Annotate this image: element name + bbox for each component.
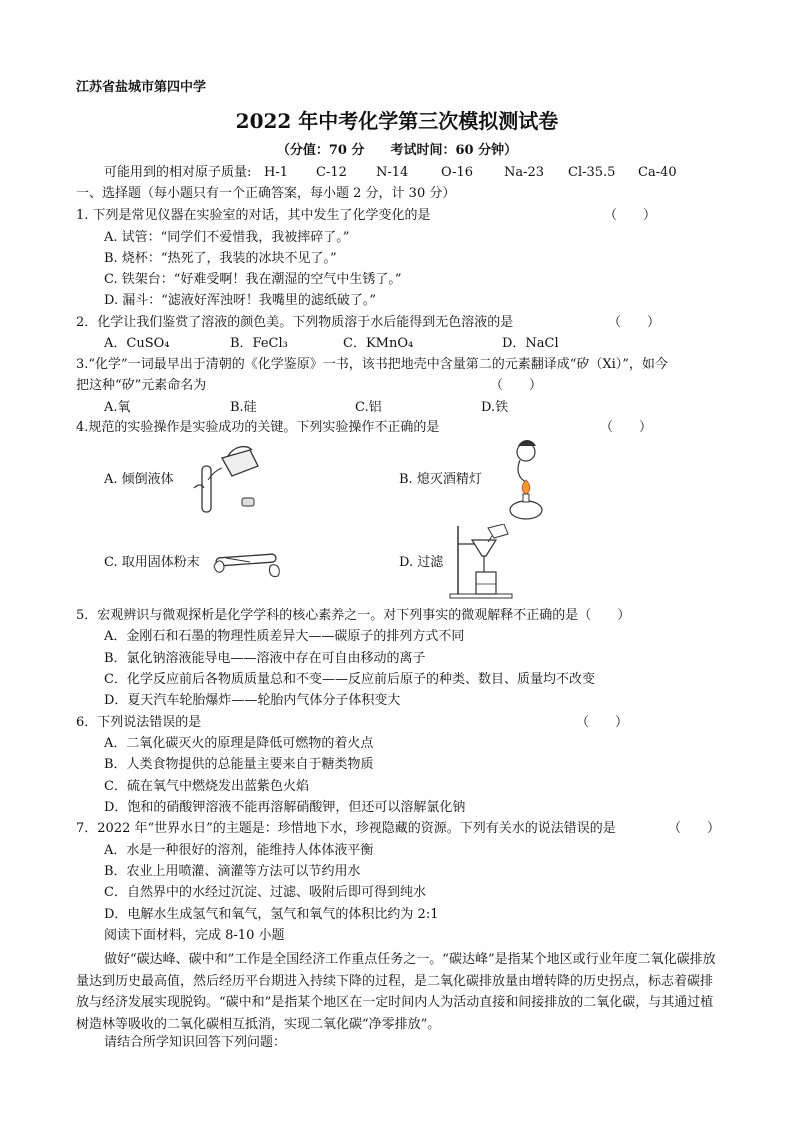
question-7-stem: 7．2022 年“世界水日”的主题是：珍惜地下水，珍视隐藏的资源。下列有关水的说法错误的是 [76, 821, 616, 836]
answer-paren: （ ） [608, 315, 661, 330]
mass-item: O-16 [441, 165, 474, 180]
question-4-option-d: D. 过滤 [399, 555, 444, 570]
reading-paragraph: 做好“碳达峰、碳中和”工作是全国经济工作重点任务之一。“碳达峰”是指某个地区或行业年度二氧化碳排放量达到历史最高值，然后经历平台期进入持续下降的过程，是二氧化碳排放量由增转降的历史拐点，标志着碳排放与经济发展实现脱钩。“碳中和”是指某个地区在一定时间内人为活动直接和间接排放的二氧化碳，与其通过植树造林等吸收的二氧化碳相互抵消，实现二氧化碳“净零排放”。 [76, 952, 716, 1032]
question-3-option-a: A.氧 [104, 400, 131, 415]
question-1-stem: 1. 下列是常见仪器在实验室的对话，其中发生了化学变化的是 [76, 208, 431, 223]
question-5-option-c: C．化学反应前后各物质质量总和不变——反应前后原子的种类、数目、质量均不改变 [104, 672, 595, 687]
question-5-option-b: B．氯化钠溶液能导电——溶液中存在可自由移动的离子 [104, 651, 426, 666]
exam-subtitle: （分值：70 分 考试时间：60 分钟） [276, 143, 518, 158]
question-6-option-d: D．饱和的硝酸钾溶液不能再溶解硝酸钾，但还可以溶解氯化钠 [104, 800, 466, 815]
question-2-option-b: B．FeCl₃ [230, 336, 288, 351]
question-6-option-c: C．硫在氧气中燃烧发出蓝紫色火焰 [104, 779, 309, 794]
question-6-option-b: B．人类食物提供的总能量主要来自于糖类物质 [104, 757, 374, 772]
question-3-option-d: D.铁 [481, 400, 509, 415]
question-4-option-b: B. 熄灭酒精灯 [399, 472, 482, 487]
question-7-option-a: A．水是一种很好的溶剂，能维持人体体液平衡 [104, 843, 374, 858]
school-name: 江苏省盐城市第四中学 [76, 80, 207, 95]
question-7-option-b: B．农业上用喷灌、滴灌等方法可以节约用水 [104, 864, 361, 879]
section-heading: 一、选择题（每小题只有一个正确答案，每小题 2 分，计 30 分） [76, 186, 456, 201]
question-2-option-a: A．CuSO₄ [104, 336, 170, 351]
question-6-stem: 6．下列说法错误的是 [76, 715, 202, 730]
question-6-option-a: A．二氧化碳灭火的原理是降低可燃物的着火点 [104, 736, 374, 751]
filtration-illustration [448, 524, 518, 600]
question-1-option-c: C. 铁架台：“好难受啊！我在潮湿的空气中生锈了。” [104, 272, 402, 287]
atomic-masses [104, 165, 677, 181]
mass-item: N-14 [376, 165, 409, 180]
question-3-option-b: B.硅 [230, 400, 257, 415]
question-3-option-c: C.铝 [355, 400, 382, 415]
mass-item: C-12 [316, 165, 347, 180]
question-1-option-a: A. 试管：“同学们不爱惜我，我被摔碎了。” [104, 230, 350, 245]
question-2-stem: 2．化学让我们鉴赏了溶液的颜色美。下列物质溶于水后能得到无色溶液的是 [76, 315, 514, 330]
mass-item: H-1 [264, 165, 289, 180]
question-5-option-a: A．金刚石和石墨的物理性质差异大——碳原子的排列方式不同 [104, 629, 465, 644]
mass-item: Na-23 [504, 165, 545, 180]
answer-paren: （ ） [604, 208, 657, 223]
reading-intro: 阅读下面材料，完成 8-10 小题 [104, 928, 285, 943]
question-3-stem-line1: 3.“化学”一词最早出于清朝的《化学鉴原》一书，该书把地壳中含量第二的元素翻译成“矽（Xi）”，如今 [76, 357, 668, 372]
answer-paren: （ ） [600, 420, 653, 435]
alcohol-lamp-illustration [496, 436, 552, 524]
solid-powder-illustration [210, 540, 284, 586]
question-7-option-c: C．自然界中的水经过沉淀、过滤、吸附后即可得到纯水 [104, 885, 426, 900]
question-4-option-a: A. 倾倒液体 [104, 472, 174, 487]
question-5-stem: 5．宏观辨识与微观探析是化学学科的核心素养之一。对下列事实的微观解释不正确的是（ ） [76, 608, 631, 623]
pouring-liquid-illustration [188, 440, 268, 520]
question-2-option-c: C．KMnO₄ [343, 336, 414, 351]
answer-paren: （ ） [490, 378, 543, 393]
question-3-stem-line2: 把这种“矽”元素命名为 [76, 378, 207, 393]
answer-paren: （ ） [668, 821, 721, 836]
reading-prompt: 请结合所学知识回答下列问题： [104, 1035, 287, 1050]
mass-item: Cl-35.5 [568, 165, 616, 180]
question-7-option-d: D．电解水生成氢气和氧气，氢气和氧气的体积比约为 2:1 [104, 907, 439, 922]
question-2-option-d: D．NaCl [502, 336, 559, 351]
question-5-option-d: D．夏天汽车轮胎爆炸——轮胎内气体分子体积变大 [104, 693, 401, 708]
exam-title: 2022 年中考化学第三次模拟测试卷 [235, 109, 559, 133]
answer-paren: （ ） [576, 715, 629, 730]
question-4-option-c: C. 取用固体粉末 [104, 555, 200, 570]
atomic-masses-label: 可能用到的相对原子质量: [104, 165, 252, 180]
question-1-option-d: D. 漏斗：“滤液好浑浊呀！我嘴里的滤纸破了。” [104, 293, 377, 308]
question-1-option-b: B. 烧杯：“热死了，我装的冰块不见了。” [104, 251, 337, 266]
question-4-stem: 4.规范的实验操作是实验成功的关键。下列实验操作不正确的是 [76, 420, 440, 435]
mass-item: Ca-40 [638, 165, 677, 180]
